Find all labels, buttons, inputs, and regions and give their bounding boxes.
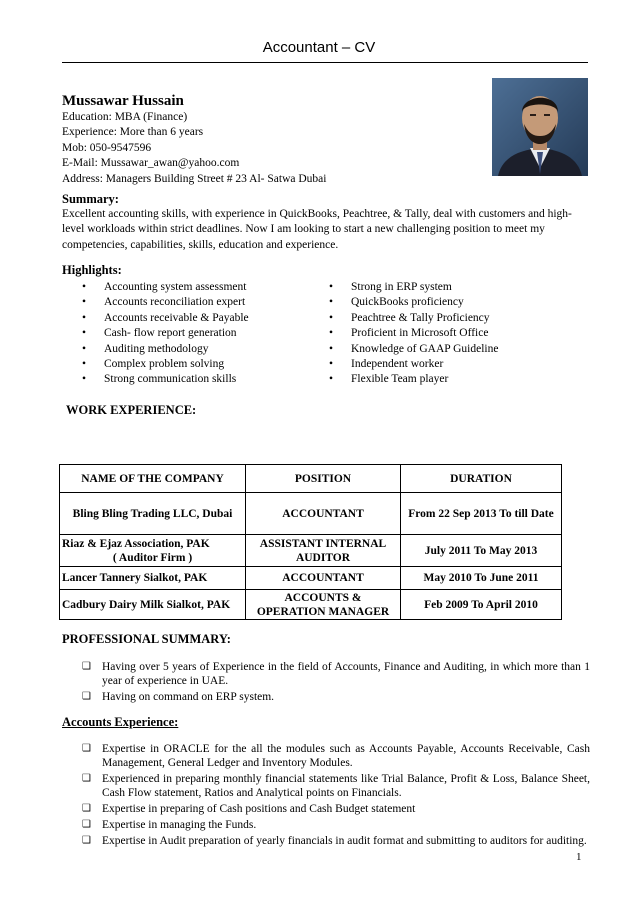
list-item: ❑ Expertise in Audit preparation of yearly financials in audit format and submitting to auditors for auditing. [82,835,587,847]
document-title: Accountant – CV [262,39,376,56]
work-experience-table [59,464,562,620]
highlight-item: • Proficient in Microsoft Office [329,326,498,341]
company-cell: Bling Bling Trading LLC, Dubai [60,493,246,535]
highlight-item: • Independent worker [329,357,498,372]
email-line: E-Mail: Mussawar_awan@yahoo.com [62,157,240,170]
list-item: ❑ Expertise in managing the Funds. [82,819,257,831]
bullet-icon: • [329,311,334,324]
table-row [60,567,562,590]
highlight-item: • Accounting system assessment [82,280,249,295]
education-line: Education: MBA (Finance) [62,111,188,123]
list-item: ❑ Having on command on ERP system. [82,691,275,703]
list-item: ❑ Experienced in preparing monthly financial statements like Trial Balance, Profit & Loss, Balance Sheet, Cash Flow statement, Ratios and Analytical points on Financials. [82,773,590,799]
checkbox-bullet-icon: ❑ [82,835,91,846]
list-item: ❑ Having over 5 years of Experience in the field of Accounts, Finance and Auditing, in which more than 1 year of experience in UAE. [82,661,590,687]
contact-block [62,110,326,187]
highlights-right-list [329,280,498,388]
highlight-item: • Strong communication skills [82,372,249,387]
bullet-icon: • [82,311,87,324]
title-divider [62,62,588,63]
bullet-icon: • [329,296,334,309]
accounts-experience-list [82,742,590,850]
checkbox-bullet-icon: ❑ [82,819,91,830]
list-item: ❑ Expertise in ORACLE for the all the modules such as Accounts Payable, Accounts Receivable, Cash Management, General Ledger and Inventory Modules. [82,743,590,769]
bullet-icon: • [82,342,87,355]
profile-photo [492,78,588,176]
highlight-item: • QuickBooks proficiency [329,295,498,310]
page-number: 1 [576,851,582,863]
summary-heading: Summary: [62,192,119,206]
highlight-item: • Accounts reconciliation expert [82,295,249,310]
highlight-item: • Peachtree & Tally Proficiency [329,311,498,326]
position-cell: ASSISTANT INTERNAL AUDITOR [246,535,401,567]
experience-line: Experience: More than 6 years [62,126,204,139]
work-experience-heading: WORK EXPERIENCE: [66,403,197,417]
bullet-icon: • [82,281,87,293]
highlights-heading: Highlights: [62,263,122,277]
bullet-icon: • [82,373,87,386]
highlight-item: • Accounts receivable & Payable [82,311,249,326]
column-header: DURATION [401,465,562,493]
duration-cell: July 2011 To May 2013 [401,535,562,567]
table-row [60,493,562,535]
table-row [60,535,562,567]
professional-summary-heading: PROFESSIONAL SUMMARY: [62,632,231,646]
table-header-row [60,465,562,493]
checkbox-bullet-icon: ❑ [82,773,91,784]
duration-cell: Feb 2009 To April 2010 [401,590,562,620]
position-cell: ACCOUNTANT [246,493,401,535]
candidate-name: Mussawar Hussain [62,93,184,109]
highlight-item: • Complex problem solving [82,357,249,372]
highlight-item: • Strong in ERP system [329,280,498,295]
highlight-item: • Cash- flow report generation [82,326,249,341]
list-item: ❑ Expertise in preparing of Cash positions and Cash Budget statement [82,803,416,815]
bullet-icon: • [329,342,334,355]
checkbox-bullet-icon: ❑ [82,743,91,754]
duration-cell: May 2010 To June 2011 [401,567,562,590]
mobile-line: Mob: 050-9547596 [62,141,152,154]
bullet-icon: • [329,281,334,293]
checkbox-bullet-icon: ❑ [82,661,91,672]
bullet-icon: • [329,373,334,386]
duration-cell: From 22 Sep 2013 To till Date [401,493,562,535]
address-line: Address: Managers Building Street # 23 Al- Satwa Dubai [62,172,327,185]
bullet-icon: • [82,327,87,340]
company-cell: Riaz & Ejaz Association, PAK ( Auditor Firm ) [60,535,246,567]
bullet-icon: • [82,296,87,309]
highlight-item: • Knowledge of GAAP Guideline [329,342,498,357]
table-row [60,590,562,620]
checkbox-bullet-icon: ❑ [82,691,91,702]
bullet-icon: • [329,358,334,371]
bullet-icon: • [82,358,87,371]
highlights-left-list [82,280,249,388]
column-header: NAME OF THE COMPANY [60,465,246,493]
accounts-experience-heading: Accounts Experience: [62,715,179,729]
column-header: POSITION [246,465,401,493]
position-cell: ACCOUNTS & OPERATION MANAGER [246,590,401,620]
company-cell: Cadbury Dairy Milk Sialkot, PAK [60,590,246,620]
highlight-item: • Flexible Team player [329,372,498,387]
position-cell: ACCOUNTANT [246,567,401,590]
bullet-icon: • [329,327,334,340]
checkbox-bullet-icon: ❑ [82,803,91,814]
summary-text: Excellent accounting skills, with experience in QuickBooks, Peachtree, & Tally, deal with customers and high-level workloads within strict deadlines. Now I am looking to start a new challenging position to meet my competencies, capabilities, skills, education and experience. [62,208,572,251]
company-cell: Lancer Tannery Sialkot, PAK [60,567,246,590]
professional-summary-list [82,660,590,706]
highlight-item: • Auditing methodology [82,342,249,357]
